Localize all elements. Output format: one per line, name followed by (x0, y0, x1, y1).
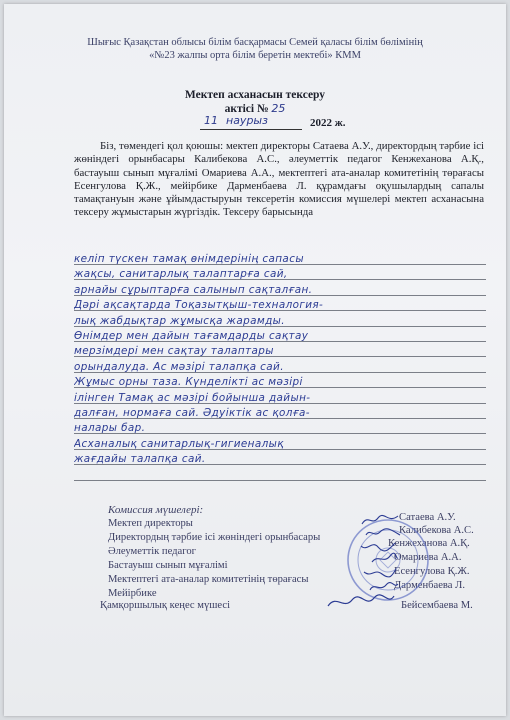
handwritten-line: Өнімдер мен дайын тағамдарды сақтау (74, 330, 309, 342)
handwritten-line: жағдайы талапқа сай. (74, 453, 206, 466)
act-label: актісі № (224, 103, 272, 115)
handwritten-line: ілінген Тамақ ас мәзірі бойынша дайын- (74, 391, 311, 404)
org-line-1: Шығыс Қазақстан облысы білім басқармасы Семей қаласы білім бөлімінің (87, 37, 423, 48)
title-line-1: Мектеп асханасын тексеру (184, 89, 326, 101)
member-role: Мектеп директоры (108, 518, 193, 529)
ruled-line (74, 480, 486, 481)
document-title (4, 88, 506, 116)
handwritten-line: Асханалық санитарлық-гигиеналық (74, 437, 284, 450)
handwritten-line: жақсы, санитарлық талаптарға сай, (74, 268, 288, 281)
signature-teacher (370, 552, 400, 566)
date-underline (200, 129, 302, 130)
member-name: Кенжеханова А.Қ. (388, 538, 470, 549)
signature-parents-committee (362, 566, 398, 580)
document-sheet (4, 4, 506, 716)
handwritten-line: мерзімдері мен сақтау талаптары (74, 345, 274, 358)
handwritten-findings (74, 254, 486, 496)
org-line-2: «№23 жалпы орта білім беретін мектебі» КММ (149, 50, 361, 61)
handwritten-line: Жұмыс орны таза. Күнделікті ас мәзірі (74, 376, 303, 389)
member-name: Есенгулова Қ.Ж. (394, 566, 470, 577)
member-role: Мектептегі ата-аналар комитетінің төрағасы (108, 574, 309, 585)
member-name: Бейсембаева М. (401, 600, 473, 611)
handwritten-line: далған, нормаға сай. Әдуіктік ас қолға- (74, 407, 310, 419)
member-role: Бастауыш сынып мұғалімі (108, 560, 228, 571)
member-name: Дарменбаева Л. (394, 580, 465, 591)
member-role: Мейірбике (108, 588, 157, 599)
handwritten-line: Дәрі ақсақтарда Тоқазытқыш-техналогия- (74, 299, 324, 312)
member-role: Қамқоршылық кеңес мүшесі (100, 600, 231, 611)
member-role: Директордың тәрбие ісі жөніндегі орынбасары (108, 532, 321, 543)
handwritten-line: налары бар. (74, 422, 146, 435)
intro-paragraph (74, 140, 484, 220)
handwritten-line: келіп түскен тамақ өнімдерінің сапасы (74, 253, 304, 265)
date-year: 2022 ж. (310, 117, 346, 129)
handwritten-line: лық жабдықтар жұмысқа жарамды. (74, 314, 285, 327)
handwritten-line: орындалуда. Ас мәзірі талапқа сай. (74, 360, 284, 373)
member-name: Омариева А.А. (394, 552, 462, 563)
handwritten-line: арнайы сұрыптарға салынып сақталған. (74, 283, 313, 296)
signature-trustee (326, 592, 396, 614)
intro-text: Біз, төмендегі қол қоюшы: мектеп директоры Сатаева А.У., директордың тәрбие ісі жөніндегі орынбасары Калибекова А.С., әлеуметтік педагог Кенжеханова А.Қ., бастауыш сынып мұғалімі Омариева А.А., мектептегі ата-аналар комитетінің төрағасы Есенгулова Қ.Ж., мейірбике Дарменбаева Л. құрамдағы оқушылардың сапалы тамақтануын және ұйымдастыруын тексеретін комиссия мүшелері мектеп асханасына тексеру жұмыстарын жүргіздік. Тексеру барысында (74, 140, 484, 219)
commission-title: Комиссия мүшелері: (108, 504, 204, 516)
member-name: Калибекова А.С. (399, 525, 474, 536)
document-date (200, 114, 360, 134)
member-role: Әлеуметтік педагог (108, 546, 196, 557)
organization-header (4, 36, 506, 62)
act-number: 25 (271, 102, 286, 115)
date-month: наурыз (226, 114, 268, 127)
date-day: 11 (204, 114, 218, 127)
member-name: Сатаева А.У. (399, 512, 456, 523)
